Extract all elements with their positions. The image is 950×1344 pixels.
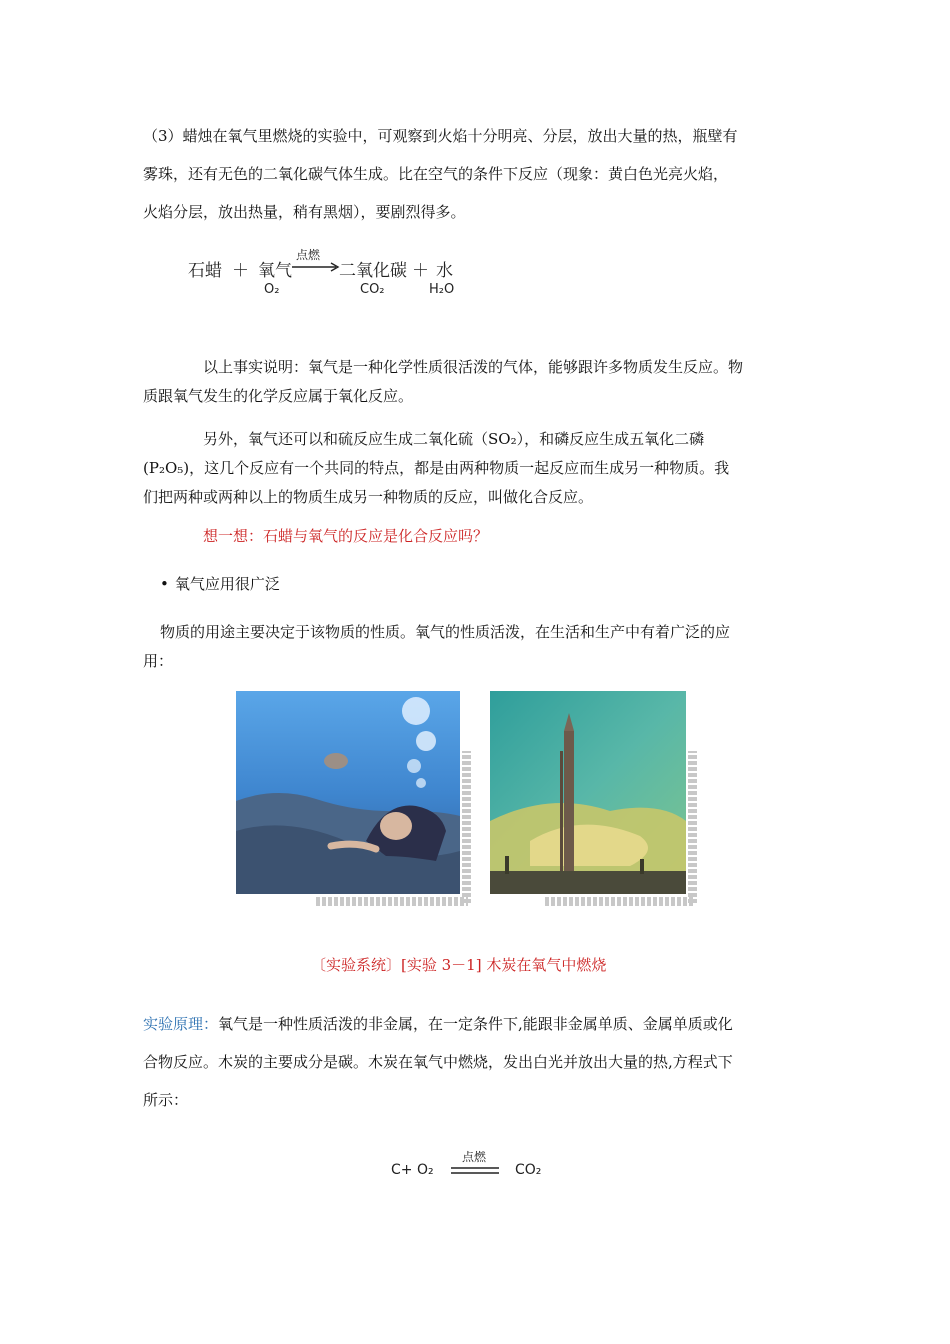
paragraph-principle-line-3: 所示：	[143, 1091, 189, 1109]
eq2-condition: 点燃	[462, 1150, 487, 1164]
paragraph-candle-line-2: 雾珠，还有无色的二氧化碳气体生成。比在空气的条件下反应（现象：黄白色光亮火焰，	[143, 165, 729, 183]
paragraph-conclusion	[143, 353, 823, 411]
eq2-right: CO₂	[515, 1162, 542, 1178]
eq-product-water: 水	[436, 261, 453, 281]
bullet-text: 氧气应用很广泛	[174, 575, 280, 593]
eq-formula-h2o: H₂O	[429, 282, 455, 297]
equation-carbon-combustion	[391, 1148, 561, 1188]
eq-formula-co2: CO₂	[360, 282, 385, 297]
paragraph-candle-line-1: （3）蜡烛在氧气里燃烧的实验中，可观察到火焰十分明亮、分层，放出大量的热，瓶壁有	[143, 127, 738, 145]
reaction-arrow-icon	[292, 262, 342, 272]
eq2-left: C+ O₂	[391, 1162, 434, 1178]
paragraph-usage-line-2: 用：	[143, 652, 174, 670]
diver-image	[236, 691, 460, 894]
eq-condition-ignite: 点燃	[296, 248, 321, 262]
bullet-marker: •	[160, 575, 169, 593]
experiment-title: 〔实验系统〕[实验 3－1] 木炭在氧气中燃烧	[311, 956, 607, 974]
principle-line-1-text: 氧气是一种性质活泼的非金属，在一定条件下,能跟非金属单质、金属单质或化	[218, 1015, 733, 1033]
photo-diver-shadow-right	[462, 751, 471, 903]
photo-diver-shadow-bottom	[316, 897, 468, 906]
eq-reactant-oxygen: 氧气	[258, 261, 292, 281]
paragraph-candle-line-3: 火焰分层，放出热量，稍有黑烟），要剧烈得多。	[143, 203, 466, 221]
bullet-oxygen-uses	[160, 565, 280, 603]
equation-paraffin-combustion	[188, 248, 488, 302]
eq-plus-2: ＋	[412, 261, 429, 281]
paragraph-conclusion-line-2: 质跟氧气发生的化学反应属于氧化反应。	[143, 387, 414, 405]
paragraph-combination	[143, 425, 823, 512]
eq-plus-1: ＋	[232, 261, 249, 281]
eq-reactant-paraffin: 石蜡	[188, 261, 222, 281]
paragraph-conclusion-line-1: 以上事实说明：氧气是一种化学性质很活泼的气体，能够跟许多物质发生反应。物	[203, 358, 744, 376]
photo-rocket-shadow-right	[688, 751, 697, 903]
photo-rocket-shadow-bottom	[545, 897, 695, 906]
paragraph-principle	[143, 1005, 823, 1119]
paragraph-combination-line-2: (P₂O₅)，这几个反应有一个共同的特点，都是由两种物质一起反应而生成另一种物质。我	[143, 459, 730, 477]
paragraph-combination-line-3: 们把两种或两种以上的物质生成另一种物质的反应，叫做化合反应。	[143, 488, 594, 506]
think-question: 想一想：石蜡与氧气的反应是化合反应吗？	[203, 527, 489, 545]
paragraph-usage-line-1: 物质的用途主要决定于该物质的性质。氧气的性质活泼，在生活和生产中有着广泛的应	[160, 623, 731, 641]
paragraph-principle-line-2: 合物反应。木炭的主要成分是碳。木炭在氧气中燃烧，发出白光并放出大量的热,方程式下	[143, 1053, 733, 1071]
eq-product-co2: 二氧化碳	[339, 261, 407, 281]
principle-label: 实验原理：	[143, 1015, 219, 1033]
rocket-image	[490, 691, 686, 894]
paragraph-combination-line-1: 另外，氧气还可以和硫反应生成二氧化硫（SO₂），和磷反应生成五氧化二磷	[203, 430, 705, 448]
paragraph-usage	[143, 618, 823, 676]
equals-sign-icon	[451, 1166, 501, 1176]
photo-diver	[236, 691, 460, 894]
eq-formula-o2: O₂	[264, 282, 280, 297]
paragraph-principle-line-1	[143, 1005, 823, 1043]
paragraph-candle	[143, 117, 823, 231]
photo-rocket-launch	[490, 691, 686, 894]
